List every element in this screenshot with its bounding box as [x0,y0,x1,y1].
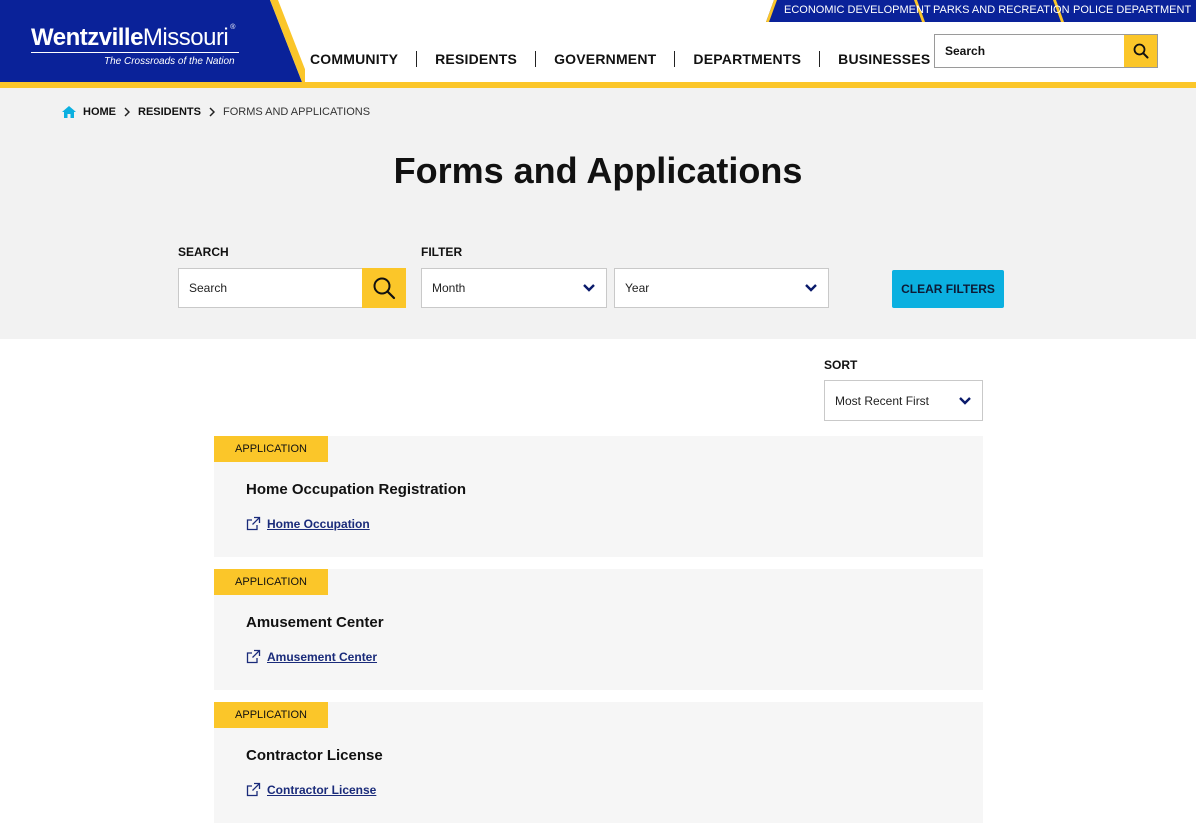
nav-item-businesses[interactable]: BUSINESSES [838,51,931,67]
breadcrumb-current: FORMS AND APPLICATIONS [222,106,371,118]
search-label: SEARCH [178,245,229,259]
external-link-icon [246,649,261,664]
list-item [214,702,983,823]
card-document-link[interactable]: Contractor License [267,782,377,797]
card-link-row [246,782,376,797]
nav-divider [819,51,820,67]
chevron-down-icon [804,283,818,293]
breadcrumb-residents[interactable]: RESIDENTS [138,106,201,118]
nav-item-government[interactable]: GOVERNMENT [554,51,657,67]
list-item [214,436,983,557]
clear-filters-button[interactable]: CLEAR FILTERS [892,270,1004,308]
logo-registered-mark: ® [230,24,235,31]
chevron-down-icon [958,396,972,406]
card-document-link[interactable]: Home Occupation [267,516,370,531]
logo-underline [31,52,239,53]
nav-divider [674,51,675,67]
filter-panel [0,88,1196,339]
search-icon [1133,43,1149,59]
logo-tagline: The Crossroads of the Nation [104,56,235,67]
card-title: Amusement Center [246,614,384,631]
category-badge: APPLICATION [214,569,328,595]
card-title: Home Occupation Registration [246,481,467,498]
chevron-down-icon [582,283,596,293]
search-button[interactable] [362,268,406,308]
header-search-input[interactable] [935,35,1125,67]
header-search-button[interactable] [1124,35,1157,67]
chevron-right-icon [209,107,215,117]
breadcrumb-home[interactable]: HOME [83,106,116,118]
list-item [214,569,983,690]
header-search [934,34,1158,68]
card-link-row [246,649,377,664]
sort-label: SORT [824,358,858,372]
nav-divider [416,51,417,67]
nav-item-departments[interactable]: DEPARTMENTS [693,51,802,67]
category-badge: APPLICATION [214,702,328,728]
external-link-icon [246,782,261,797]
year-select[interactable] [614,268,829,308]
sort-select[interactable] [824,380,983,421]
utility-bar [766,0,1196,22]
card-title: Contractor License [246,747,383,764]
page-title: Forms and Applications [393,150,803,191]
chevron-right-icon [124,107,130,117]
utility-link-police-department[interactable]: POLICE DEPARTMENT [1073,4,1192,16]
utility-link-economic-development[interactable]: ECONOMIC DEVELOPMENT [784,4,931,16]
category-badge: APPLICATION [214,436,328,462]
external-link-icon [246,516,261,531]
nav-item-community[interactable]: COMMUNITY [310,51,399,67]
year-select-value: Year [625,281,650,295]
sort-select-value: Most Recent First [835,393,930,408]
search-input-placeholder: Search [189,281,228,295]
card-document-link[interactable]: Amusement Center [267,649,378,664]
search-icon [372,276,396,300]
card-link-row [246,516,370,531]
logo-wordmark [31,24,235,52]
logo-name-bold: Wentzville [31,24,143,51]
breadcrumb [62,106,370,118]
home-icon[interactable] [62,106,76,118]
utility-link-parks-and-recreation[interactable]: PARKS AND RECREATION [933,4,1070,16]
site-logo[interactable] [0,0,305,82]
logo-name-light: Missouri [142,24,229,51]
nav-divider [535,51,536,67]
nav-item-residents[interactable]: RESIDENTS [435,51,518,67]
month-select-value: Month [432,281,466,295]
main-nav [310,46,930,72]
month-select[interactable] [421,268,607,308]
search-input[interactable] [178,268,364,308]
site-header [0,0,1196,88]
filter-label: FILTER [421,245,463,259]
